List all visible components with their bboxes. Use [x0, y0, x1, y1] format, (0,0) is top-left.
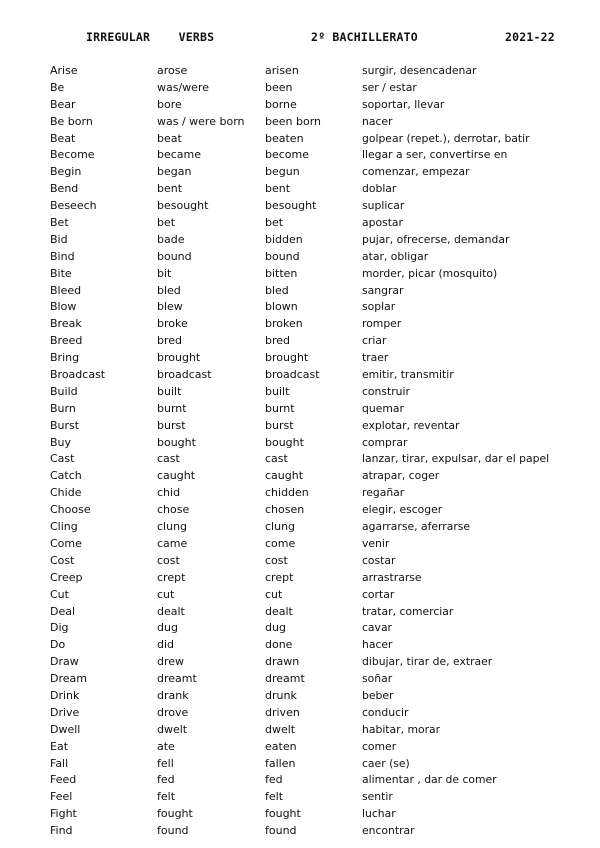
- verb-past-simple: drove: [157, 705, 189, 719]
- verb-past-simple: bore: [157, 97, 182, 111]
- table-row: [0, 519, 600, 536]
- table-row: [0, 756, 600, 773]
- verb-base-form: Beat: [50, 131, 76, 145]
- verb-meaning: quemar: [362, 401, 404, 415]
- verb-base-form: Cling: [50, 520, 78, 534]
- verb-past-simple: burst: [157, 418, 186, 432]
- table-row: [0, 485, 600, 502]
- table-row: [0, 316, 600, 333]
- verb-past-simple: beat: [157, 131, 182, 145]
- verb-meaning: dibujar, tirar de, extraer: [362, 655, 493, 669]
- verb-past-simple: became: [157, 148, 202, 162]
- verb-meaning: llegar a ser, convertirse en: [362, 148, 508, 162]
- verb-base-form: Feed: [50, 773, 77, 787]
- table-row: [0, 604, 600, 621]
- verb-past-simple: bought: [157, 435, 196, 449]
- verb-meaning: comenzar, empezar: [362, 165, 470, 179]
- course-label: 2º BACHILLERATO: [311, 30, 418, 44]
- verb-meaning: costar: [362, 553, 396, 567]
- table-row: [0, 435, 600, 452]
- table-row: [0, 350, 600, 367]
- verb-past-simple: dwelt: [157, 722, 188, 736]
- verb-past-participle: chosen: [265, 503, 305, 517]
- verb-base-form: Dream: [50, 672, 87, 686]
- verb-base-form: Cost: [50, 553, 75, 567]
- table-row: [0, 553, 600, 570]
- verb-past-simple: fought: [157, 807, 193, 821]
- verb-past-participle: bet: [265, 216, 284, 230]
- verb-base-form: Buy: [50, 435, 72, 449]
- verb-past-participle: fed: [265, 773, 283, 787]
- verb-past-participle: dug: [265, 621, 286, 635]
- verb-base-form: Creep: [50, 570, 83, 584]
- verb-base-form: Break: [50, 317, 82, 331]
- verb-meaning: doblar: [362, 182, 397, 196]
- table-row: [0, 789, 600, 806]
- table-row: [0, 215, 600, 232]
- verb-base-form: Be: [50, 80, 65, 94]
- verb-meaning: soplar: [362, 300, 396, 314]
- table-row: [0, 367, 600, 384]
- verb-base-form: Blow: [50, 300, 77, 314]
- verb-base-form: Bind: [50, 249, 75, 263]
- table-row: [0, 705, 600, 722]
- verb-base-form: Deal: [50, 604, 76, 618]
- table-row: [0, 114, 600, 131]
- verb-past-participle: bent: [265, 182, 291, 196]
- verb-past-simple: dreamt: [157, 672, 197, 686]
- table-row: [0, 232, 600, 249]
- verb-past-participle: bred: [265, 334, 291, 348]
- verb-meaning: luchar: [362, 807, 396, 821]
- verb-past-simple: came: [157, 536, 188, 550]
- verb-past-simple: fed: [157, 773, 175, 787]
- verb-past-participle: drunk: [265, 688, 297, 702]
- verb-meaning: criar: [362, 334, 387, 348]
- verb-meaning: romper: [362, 317, 402, 331]
- verb-past-participle: fought: [265, 807, 301, 821]
- verb-past-participle: cost: [265, 553, 288, 567]
- verb-past-simple: bet: [157, 216, 176, 230]
- verb-base-form: Beseech: [50, 199, 97, 213]
- table-row: [0, 688, 600, 705]
- table-row: [0, 80, 600, 97]
- verb-table: [0, 63, 600, 840]
- verb-base-form: Come: [50, 536, 82, 550]
- verb-base-form: Burn: [50, 401, 76, 415]
- verb-meaning: cortar: [362, 587, 395, 601]
- verb-past-participle: bled: [265, 283, 289, 297]
- verb-past-participle: clung: [265, 520, 296, 534]
- verb-past-simple: was/were: [157, 80, 209, 94]
- verb-past-participle: dealt: [265, 604, 293, 618]
- verb-base-form: Dwell: [50, 722, 81, 736]
- verb-past-simple: drew: [157, 655, 185, 669]
- verb-past-simple: ate: [157, 739, 175, 753]
- table-row: [0, 671, 600, 688]
- verb-meaning: comer: [362, 739, 397, 753]
- verb-base-form: Find: [50, 824, 73, 838]
- verb-past-simple: began: [157, 165, 192, 179]
- verb-meaning: construir: [362, 384, 410, 398]
- verb-past-simple: broke: [157, 317, 188, 331]
- verb-past-participle: cut: [265, 587, 283, 601]
- verb-past-participle: built: [265, 384, 290, 398]
- verb-past-participle: been born: [265, 114, 321, 128]
- verb-base-form: Bid: [50, 232, 68, 246]
- verb-past-simple: built: [157, 384, 182, 398]
- verb-past-simple: drank: [157, 688, 189, 702]
- verb-meaning: regañar: [362, 486, 405, 500]
- verb-meaning: lanzar, tirar, expulsar, dar el papel: [362, 452, 550, 466]
- verb-past-participle: broadcast: [265, 368, 320, 382]
- verb-past-simple: clung: [157, 520, 188, 534]
- verb-past-participle: blown: [265, 300, 298, 314]
- verb-base-form: Feel: [50, 790, 73, 804]
- table-row: [0, 97, 600, 114]
- verb-meaning: soportar, llevar: [362, 97, 445, 111]
- verb-base-form: Chide: [50, 486, 82, 500]
- verb-base-form: Bear: [50, 97, 76, 111]
- verb-base-form: Bite: [50, 266, 72, 280]
- verb-meaning: golpear (repet.), derrotar, batir: [362, 131, 530, 145]
- verb-base-form: Draw: [50, 655, 79, 669]
- verb-past-participle: beaten: [265, 131, 304, 145]
- verb-past-simple: fell: [157, 756, 174, 770]
- verb-meaning: alimentar , dar de comer: [362, 773, 497, 787]
- verb-past-simple: cost: [157, 553, 180, 567]
- table-row: [0, 570, 600, 587]
- verb-past-participle: caught: [265, 469, 304, 483]
- verb-past-participle: found: [265, 824, 297, 838]
- table-row: [0, 637, 600, 654]
- verb-meaning: suplicar: [362, 199, 405, 213]
- verb-past-participle: brought: [265, 351, 309, 365]
- table-row: [0, 249, 600, 266]
- verb-meaning: venir: [362, 536, 390, 550]
- verb-past-simple: bit: [157, 266, 172, 280]
- verb-past-simple: broadcast: [157, 368, 212, 382]
- verb-past-simple: bred: [157, 334, 183, 348]
- verb-meaning: pujar, ofrecerse, demandar: [362, 232, 510, 246]
- verb-past-participle: done: [265, 638, 293, 652]
- verb-past-simple: brought: [157, 351, 201, 365]
- verb-past-simple: dug: [157, 621, 178, 635]
- verb-past-simple: bent: [157, 182, 183, 196]
- verb-meaning: emitir, transmitir: [362, 368, 454, 382]
- verb-base-form: Fall: [50, 756, 69, 770]
- verb-past-simple: felt: [157, 790, 176, 804]
- verb-past-participle: chidden: [265, 486, 309, 500]
- verb-base-form: Become: [50, 148, 95, 162]
- verb-base-form: Bleed: [50, 283, 82, 297]
- verb-meaning: elegir, escoger: [362, 503, 443, 517]
- verb-base-form: Begin: [50, 165, 82, 179]
- verb-past-participle: been: [265, 80, 293, 94]
- verb-base-form: Fight: [50, 807, 77, 821]
- table-row: [0, 401, 600, 418]
- verb-meaning: nacer: [362, 114, 393, 128]
- verb-meaning: sangrar: [362, 283, 404, 297]
- verb-past-simple: caught: [157, 469, 196, 483]
- verb-past-participle: dreamt: [265, 672, 305, 686]
- verb-meaning: comprar: [362, 435, 408, 449]
- verb-past-participle: felt: [265, 790, 284, 804]
- verb-base-form: Build: [50, 384, 78, 398]
- verb-past-simple: found: [157, 824, 189, 838]
- verb-meaning: hacer: [362, 638, 393, 652]
- page-header: [0, 30, 600, 46]
- verb-past-participle: fallen: [265, 756, 296, 770]
- verb-meaning: beber: [362, 688, 394, 702]
- verb-base-form: Cast: [50, 452, 75, 466]
- table-row: [0, 418, 600, 435]
- verb-base-form: Catch: [50, 469, 82, 483]
- verb-past-participle: crept: [265, 570, 294, 584]
- verb-meaning: tratar, comerciar: [362, 604, 454, 618]
- verb-past-simple: dealt: [157, 604, 185, 618]
- verb-past-simple: bound: [157, 249, 192, 263]
- verb-meaning: cavar: [362, 621, 392, 635]
- verb-past-participle: drawn: [265, 655, 300, 669]
- table-row: [0, 198, 600, 215]
- verb-past-simple: bled: [157, 283, 181, 297]
- verb-meaning: explotar, reventar: [362, 418, 460, 432]
- verb-past-simple: cast: [157, 452, 180, 466]
- verb-base-form: Breed: [50, 334, 83, 348]
- table-row: [0, 823, 600, 840]
- table-row: [0, 739, 600, 756]
- verb-meaning: atrapar, coger: [362, 469, 440, 483]
- table-row: [0, 536, 600, 553]
- verb-meaning: morder, picar (mosquito): [362, 266, 498, 280]
- table-row: [0, 468, 600, 485]
- table-row: [0, 164, 600, 181]
- verb-meaning: arrastrarse: [362, 570, 422, 584]
- verb-past-participle: driven: [265, 705, 300, 719]
- verb-meaning: soñar: [362, 672, 393, 686]
- verb-past-simple: did: [157, 638, 175, 652]
- table-row: [0, 63, 600, 80]
- verb-past-participle: broken: [265, 317, 303, 331]
- verb-past-simple: besought: [157, 199, 209, 213]
- verb-meaning: encontrar: [362, 824, 415, 838]
- table-row: [0, 502, 600, 519]
- verb-past-participle: bound: [265, 249, 300, 263]
- verb-meaning: apostar: [362, 216, 403, 230]
- table-row: [0, 147, 600, 164]
- verb-past-participle: bitten: [265, 266, 298, 280]
- verb-past-simple: blew: [157, 300, 183, 314]
- verb-base-form: Eat: [50, 739, 69, 753]
- verb-meaning: conducir: [362, 705, 409, 719]
- verb-past-participle: eaten: [265, 739, 297, 753]
- verb-past-participle: bidden: [265, 232, 303, 246]
- verb-base-form: Arise: [50, 64, 78, 77]
- verb-past-participle: begun: [265, 165, 300, 179]
- table-row: [0, 620, 600, 637]
- verb-base-form: Broadcast: [50, 368, 106, 382]
- verb-past-participle: become: [265, 148, 310, 162]
- verb-base-form: Burst: [50, 418, 80, 432]
- verb-past-participle: burst: [265, 418, 294, 432]
- verb-base-form: Do: [50, 638, 66, 652]
- verb-meaning: sentir: [362, 790, 393, 804]
- document-title: IRREGULAR VERBS: [86, 30, 215, 44]
- verb-past-simple: burnt: [157, 401, 187, 415]
- table-row: [0, 299, 600, 316]
- verb-meaning: ser / estar: [362, 80, 417, 94]
- table-row: [0, 333, 600, 350]
- verb-base-form: Drink: [50, 688, 80, 702]
- table-row: [0, 283, 600, 300]
- verb-base-form: Be born: [50, 114, 93, 128]
- verb-base-form: Bend: [50, 182, 79, 196]
- table-row: [0, 772, 600, 789]
- verb-past-simple: chid: [157, 486, 181, 500]
- verb-meaning: habitar, morar: [362, 722, 441, 736]
- verb-base-form: Dig: [50, 621, 69, 635]
- verb-base-form: Drive: [50, 705, 80, 719]
- verb-meaning: surgir, desencadenar: [362, 64, 477, 77]
- table-row: [0, 722, 600, 739]
- verb-past-participle: arisen: [265, 64, 299, 77]
- table-row: [0, 451, 600, 468]
- table-row: [0, 587, 600, 604]
- verb-past-simple: bade: [157, 232, 185, 246]
- verb-past-participle: bought: [265, 435, 304, 449]
- table-row: [0, 384, 600, 401]
- verb-past-participle: come: [265, 536, 296, 550]
- verb-past-simple: arose: [157, 64, 188, 77]
- verb-past-participle: besought: [265, 199, 317, 213]
- verb-base-form: Bring: [50, 351, 80, 365]
- verb-meaning: atar, obligar: [362, 249, 429, 263]
- verb-base-form: Bet: [50, 216, 69, 230]
- verb-past-simple: crept: [157, 570, 186, 584]
- verb-meaning: caer (se): [362, 756, 410, 770]
- verb-meaning: traer: [362, 351, 389, 365]
- table-row: [0, 131, 600, 148]
- verb-base-form: Choose: [50, 503, 91, 517]
- table-row: [0, 654, 600, 671]
- verb-meaning: agarrarse, aferrarse: [362, 520, 471, 534]
- school-year: 2021-22: [505, 30, 555, 44]
- table-row: [0, 266, 600, 283]
- verb-past-participle: cast: [265, 452, 288, 466]
- verb-past-participle: borne: [265, 97, 297, 111]
- verb-base-form: Cut: [50, 587, 69, 601]
- verb-past-simple: chose: [157, 503, 190, 517]
- verb-past-simple: was / were born: [157, 114, 245, 128]
- verb-past-participle: burnt: [265, 401, 295, 415]
- verb-past-simple: cut: [157, 587, 175, 601]
- verb-past-participle: dwelt: [265, 722, 296, 736]
- table-row: [0, 806, 600, 823]
- table-row: [0, 181, 600, 198]
